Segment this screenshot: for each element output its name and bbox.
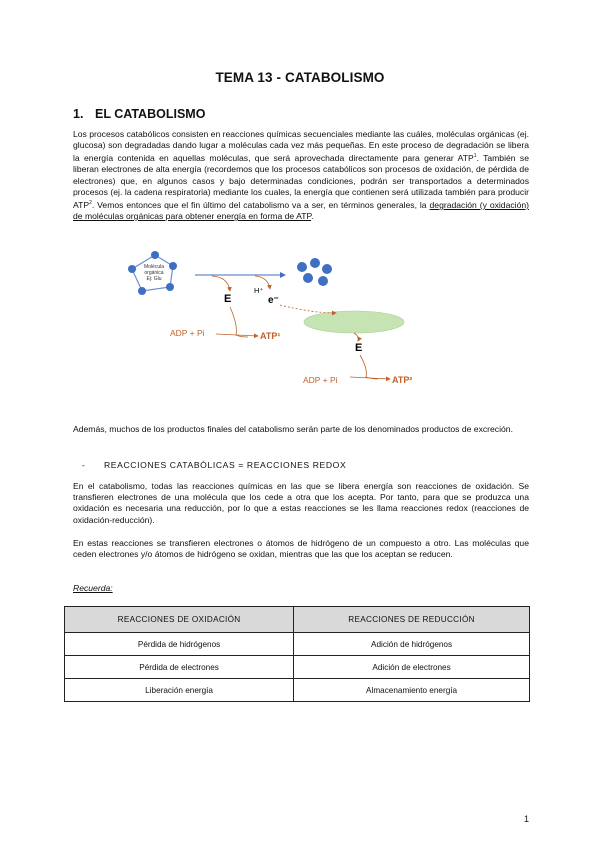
ellipse-to-energy2-arrow bbox=[354, 333, 359, 341]
molecule-atom bbox=[151, 251, 159, 259]
table-row bbox=[65, 679, 530, 702]
table-cell: Liberación energía bbox=[65, 679, 294, 702]
energy-to-atp1-arrow bbox=[230, 307, 248, 337]
catabolism-diagram bbox=[120, 245, 440, 400]
header-oxidation: REACCIONES DE OXIDACIÓN bbox=[65, 607, 294, 633]
table-cell: Almacenamiento energía bbox=[294, 679, 530, 702]
energy2-to-atp2-arrow bbox=[360, 355, 378, 379]
bullet-text: REACCIONES CATABÓLICAS = REACCIONES REDOX bbox=[104, 460, 347, 470]
redox-bullet bbox=[82, 460, 346, 470]
table-cell: Adición de hidrógenos bbox=[294, 633, 530, 656]
table-cell: Adición de electrones bbox=[294, 656, 530, 679]
product-atom bbox=[322, 264, 332, 274]
key-idea: degradación (y oxidación) de moléculas orgánicas para obtener energía en forma de ATP bbox=[73, 199, 529, 222]
molecule-atom bbox=[169, 262, 177, 270]
reaction1-label: ADP + Pi bbox=[170, 328, 205, 338]
svg-text:Molécula: Molécula bbox=[143, 264, 165, 270]
table-row bbox=[65, 633, 530, 656]
recuerda-label: Recuerda: bbox=[73, 583, 113, 593]
proton-label: H⁺ bbox=[254, 286, 264, 295]
table-cell: Pérdida de electrones bbox=[65, 656, 294, 679]
section-title: EL CATABOLISMO bbox=[95, 107, 206, 121]
atp1-label: ATP¹ bbox=[260, 331, 281, 341]
svg-text:orgánica: orgánica bbox=[144, 270, 164, 276]
table-cell: Pérdida de hidrógenos bbox=[65, 633, 294, 656]
redox-paragraph: En el catabolismo, todas las reacciones químicas en las que se libera energía son reacciones de oxidación. Se transfieren electrones de una molécula que los cede a otra que los acepta. Por tanto, para que se produzca una oxidación es necesaria una reducción, por lo que a estas reacciones se les llama reacciones redox (reacciones de oxidación-reducción). bbox=[73, 481, 529, 525]
electron-label: e⁻ bbox=[268, 295, 279, 306]
product-atom bbox=[318, 276, 328, 286]
product-atom bbox=[310, 258, 320, 268]
molecule-atom bbox=[166, 283, 174, 291]
table-row bbox=[65, 656, 530, 679]
energy2-label: E bbox=[355, 342, 363, 354]
footnote-2: 2 bbox=[89, 200, 92, 207]
molecule-atom bbox=[138, 287, 146, 295]
molecule-atom bbox=[128, 265, 136, 273]
product-atom bbox=[297, 262, 307, 272]
atp2-label: ATP² bbox=[392, 375, 413, 385]
electron-transport-ellipse bbox=[304, 311, 404, 333]
section-heading bbox=[73, 107, 205, 121]
organic-molecule bbox=[128, 251, 177, 295]
reaction2-label: ADP + Pi bbox=[303, 375, 338, 385]
energy-label: E bbox=[224, 293, 232, 305]
svg-text:Ej: Glu: Ej: Glu bbox=[146, 276, 162, 282]
product-molecules bbox=[297, 258, 332, 286]
product-atom bbox=[303, 273, 313, 283]
excretion-paragraph: Además, muchos de los productos finales del catabolismo serán parte de los denominados productos de excreción. bbox=[73, 424, 513, 434]
redox-comparison-table bbox=[64, 606, 530, 702]
intro-paragraph: Los procesos catabólicos consisten en reacciones químicas secuenciales mediante las cuáles, moléculas orgánicas (ej. glucosa) son degradadas dando lugar a moléculas cada vez más pequeñas. En este proceso de degradación se libera la energía contenida en aquellas moléculas, que será aprovechada directamente para generar ATP$^1$. También se liberan electrones de alta energía (recordemos que los procesos catabólicos son procesos de oxidación, de pérdida de electrones) que, en algunos casos y bajo determinadas condiciones, podrán ser transportados a determinados procesos (ej. la cadena respiratoria) mediante los cuales, la energía que contienen será utilizada también para producir ATP$^2$. Vemos entonces que el fin último del catabolismo va a ser, en términos generales, la degradación (y oxidación) de moléculas orgánicas para obtener energía en forma de ATP. bbox=[73, 129, 529, 222]
section-number: 1. bbox=[73, 107, 84, 121]
transfer-paragraph: En estas reacciones se transfieren electrones o átomos de hidrógeno de un compuesto a otro. Las moléculas que ceden electrones y/o átomos de hidrógeno se oxidan, mientras que las que los aceptan se reducen. bbox=[73, 538, 529, 560]
electron-transfer-arrow bbox=[280, 305, 336, 313]
page-number: 1 bbox=[524, 814, 530, 824]
header-reduction: REACCIONES DE REDUCCIÓN bbox=[294, 607, 530, 633]
table-header-row bbox=[65, 607, 530, 633]
footnote-1: 1 bbox=[473, 153, 477, 160]
atp2-reaction-arrow bbox=[350, 377, 390, 379]
energy-branch-arrow bbox=[212, 276, 230, 291]
bullet-dash: - bbox=[82, 460, 86, 470]
page-title: TEMA 13 - CATABOLISMO bbox=[215, 70, 385, 85]
